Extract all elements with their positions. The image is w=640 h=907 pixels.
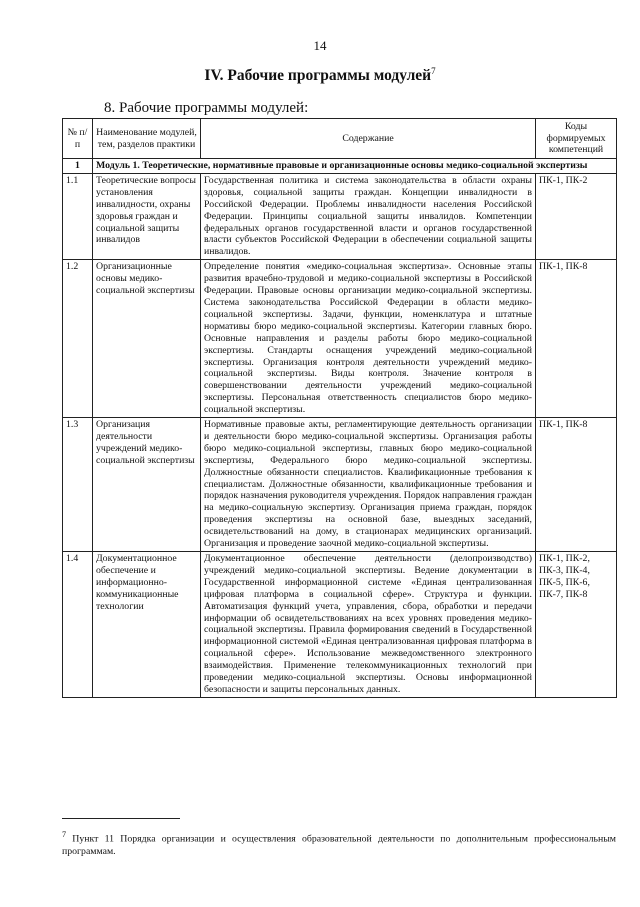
page-number: 14 — [313, 38, 327, 53]
header-module-name: Наименование модулей, тем, разделов практики — [93, 119, 201, 159]
table-row — [63, 173, 617, 259]
row-content: Государственная политика и система законодательства в области охраны здоровья, социальной защиты граждан. Концепции инвалидности в Российской Федерации. Проблемы инвалидности населения Российской Федерации. Принципы социальной защиты инвалидов. Компетенции федеральных органов государственной власти и органов государственной власти субъектов Российской Федерации в обеспечении социальной защиты инвалидов. — [201, 173, 536, 259]
table-row — [63, 418, 617, 552]
row-topic-name: Теоретические вопросы установления инвалидности, охраны здоровья граждан и социальной защиты инвалидов — [93, 173, 201, 259]
row-topic-name: Документационное обеспечение и информационно-коммуникационные технологии — [93, 552, 201, 698]
row-competence-codes: ПК-1, ПК-2, ПК-3, ПК-4, ПК-5, ПК-6, ПК-7, ПК-8 — [536, 552, 617, 698]
header-competence-codes: Коды формируемых компетенций — [536, 119, 617, 159]
module-number: 1 — [63, 159, 93, 174]
section-heading-text: IV. Рабочие программы модулей — [204, 67, 432, 85]
row-number: 1.4 — [63, 552, 93, 698]
footnote-marker: 7 — [62, 830, 67, 839]
header-number: № п/п — [63, 119, 93, 159]
module-title: Модуль 1. Теоретические, нормативные правовые и организационные основы медико-социальной экспертизы — [93, 159, 617, 174]
row-topic-name: Организация деятельности учреждений медико-социальной экспертизы — [93, 418, 201, 552]
table-row — [63, 552, 617, 698]
row-number: 1.3 — [63, 418, 93, 552]
row-competence-codes: ПК-1, ПК-8 — [536, 260, 617, 418]
row-content: Определение понятия «медико-социальная экспертиза». Основные этапы развития врачебно-трудовой и медико-социальной экспертизы в Российской Федерации. Правовые основы организации медико-социальной экспертизы. Система законодательства Российской Федерации в области медико-социальной экспертизы. Задачи, функции, номенклатура и штатные нормативы бюро медико-социальной экспертизы. Категории главных бюро. Основные направления и разделы работы бюро медико-социальной экспертизы. Стандарты оснащения учреждений медико-социальной экспертизы. Организация контроля деятельности учреждений медико-социальной экспертизы. Виды контроля. Значение контроля в совершенствовании деятельности учреждений медико-социальной экспертизы. Персональная ответственность специалистов бюро медико-социальной экспертизы. — [201, 260, 536, 418]
header-content: Содержание — [201, 119, 536, 159]
row-topic-name: Организационные основы медико-социальной экспертизы — [93, 260, 201, 418]
table-row — [63, 260, 617, 418]
row-content: Нормативные правовые акты, регламентирующие деятельность организации и деятельности бюро медико-социальной экспертизы. Организация работы бюро медико-социальной экспертизы, главных бюро медико-социальной экспертизы, Федерального бюро медико-социальной экспертизы. Должностные обязанности специалистов. Квалификационные требования к специалистам. Должностные обязанности, квалификационные требования и порядок назначения руководителя учреждения. Порядок направления граждан на медико-социальную экспертизу. Организация приема граждан, порядок проведения экспертизы на основной базе, выездных заседаний, освидетельствований на дому, в стационарах медицинских организаций. Организация и проведение заочной медико-социальной экспертизы. — [201, 418, 536, 552]
row-number: 1.2 — [63, 260, 93, 418]
footnote-text: Пункт 11 Порядка организации и осуществления образовательной деятельности по дополнительным профессиональным программам. — [62, 833, 616, 858]
row-content: Документационное обеспечение деятельности (делопроизводство) учреждений медико-социальной экспертизы. Ведение документации в Государственной информационной системе «Единая централизованная цифровая платформа в социальной сфере». Структура и функции. Автоматизация функций учета, управления, сбора, обработки и передачи информации об освидетельствованиях на всех уровнях проведения медико-социальной экспертизы. Правила формирования сведений в Государственной информационной системой «Единая централизованная цифровая платформа в социальной сфере». Использование межведомственного электронного взаимодействия. Применение телекоммуникационных технологий при проведении медико-социальной экспертизы. Основы информационной безопасности и защиты персональных данных. — [201, 552, 536, 698]
footnote-divider — [62, 818, 180, 819]
footnote-reference: 7 — [431, 66, 436, 76]
subsection-heading: 8. Рабочие программы модулей: — [104, 100, 309, 116]
module-row — [63, 159, 617, 174]
footnote — [62, 828, 616, 858]
row-competence-codes: ПК-1, ПК-8 — [536, 418, 617, 552]
table-header-row — [63, 119, 617, 159]
section-heading — [0, 66, 640, 85]
modules-table — [62, 118, 617, 698]
row-number: 1.1 — [63, 173, 93, 259]
row-competence-codes: ПК-1, ПК-2 — [536, 173, 617, 259]
